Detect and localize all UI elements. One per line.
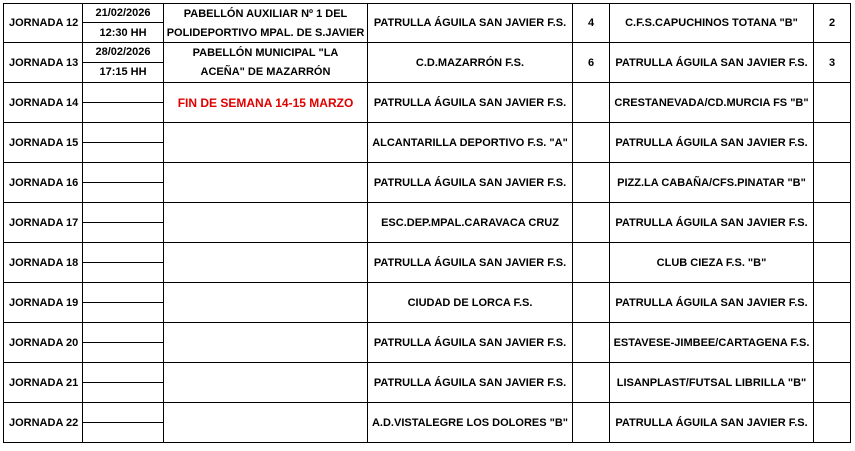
match-date [83,283,163,303]
home-team [368,323,573,363]
away-score [814,43,851,83]
home-team [368,243,573,283]
home-score [573,323,610,363]
match-time [83,143,163,162]
away-score [814,3,851,43]
away-score [814,83,851,123]
jornada-cell [3,203,83,243]
venue-line-1: PABELLÓN MUNICIPAL "LA [192,47,339,59]
table-row [3,323,851,363]
home-team [368,163,573,203]
venue-cell [164,83,368,123]
jornada-label: JORNADA 19 [9,296,79,309]
match-time [83,183,163,202]
table-row [3,123,851,163]
table-row [3,83,851,123]
away-team-label: ESTAVESE-JIMBEE/CARTAGENA F.S. [613,336,810,349]
table-row [3,163,851,203]
away-team-label: CRESTANEVADA/CD.MURCIA FS "B" [614,96,809,109]
jornada-label: JORNADA 16 [9,176,79,189]
away-score [814,203,851,243]
match-time [83,383,163,402]
date-time-cell [83,163,164,203]
jornada-cell [3,323,83,363]
match-time: 17:15 HH [99,66,147,79]
jornada-label: JORNADA 22 [9,416,79,429]
match-date [83,123,163,143]
away-team [610,3,814,43]
away-score [814,323,851,363]
date-time-cell [83,83,164,123]
home-team [368,83,573,123]
match-time: 12:30 HH [99,26,147,39]
home-team [368,3,573,43]
home-team-label: CIUDAD DE LORCA F.S. [407,296,533,309]
home-team-label: PATRULLA ÁGUILA SAN JAVIER F.S. [373,17,567,29]
venue-line-2: ACEÑA" DE MAZARRÓN [200,66,331,78]
home-team-label: PATRULLA ÁGUILA SAN JAVIER F.S. [373,336,567,349]
match-date [83,203,163,223]
venue-cell [164,163,368,203]
date-time-cell [83,363,164,403]
home-team [368,123,573,163]
home-team-label: ALCANTARILLA DEPORTIVO F.S. "A" [372,136,568,149]
date-time-cell [83,243,164,283]
date-time-cell [83,283,164,323]
away-score-value: 3 [828,56,836,69]
away-score [814,243,851,283]
home-score-value: 4 [587,17,595,29]
table-row [3,3,851,43]
schedule-note: FIN DE SEMANA 14-15 MARZO [177,95,354,110]
jornada-label: JORNADA 12 [9,17,79,29]
away-team-label: PATRULLA ÁGUILA SAN JAVIER F.S. [615,136,808,149]
home-team-label: ESC.DEP.MPAL.CARAVACA CRUZ [381,216,559,229]
away-score [814,283,851,323]
jornada-cell [3,163,83,203]
away-score [814,363,851,403]
venue-cell [164,363,368,403]
match-time [83,223,163,242]
jornada-label: JORNADA 17 [9,216,79,229]
away-team [610,43,814,83]
venue-cell [164,123,368,163]
home-team [368,403,573,443]
jornada-label: JORNADA 20 [9,336,79,349]
date-time-cell [83,123,164,163]
jornada-cell [3,403,83,443]
away-team-label: C.F.S.CAPUCHINOS TOTANA "B" [625,17,798,29]
away-team [610,203,814,243]
away-team [610,243,814,283]
match-date [83,243,163,263]
jornada-cell [3,283,83,323]
home-score [573,363,610,403]
table-row [3,283,851,323]
home-score [573,283,610,323]
jornada-label: JORNADA 18 [9,256,79,269]
home-team [368,203,573,243]
date-time-cell [83,403,164,443]
table-row [3,363,851,403]
away-score [814,123,851,163]
jornada-cell [3,43,83,83]
date-time-cell [83,3,164,43]
home-score [573,403,610,443]
table-row [3,403,851,443]
table-row [3,203,851,243]
match-date [83,163,163,183]
venue-line-1: PABELLÓN AUXILIAR Nº 1 DEL [183,7,348,20]
venue-cell [164,403,368,443]
home-team-label: A.D.VISTALEGRE LOS DOLORES "B" [371,416,569,429]
away-score [814,403,851,443]
home-team [368,363,573,403]
home-score [573,3,610,43]
home-score [573,243,610,283]
home-team [368,43,573,83]
jornada-cell [3,363,83,403]
home-score [573,43,610,83]
home-team-label: C.D.MAZARRÓN F.S. [415,56,525,69]
date-time-cell [83,43,164,83]
match-date [83,403,163,423]
match-time [83,263,163,282]
away-score-value: 2 [828,17,836,29]
venue-line-2: POLIDEPORTIVO MPAL. DE S.JAVIER [166,26,365,39]
match-time [83,343,163,362]
jornada-cell [3,83,83,123]
date-time-cell [83,203,164,243]
away-team-label: CLUB CIEZA F.S. "B" [656,256,767,269]
away-team [610,163,814,203]
table-row [3,43,851,83]
home-score [573,163,610,203]
away-score [814,163,851,203]
jornada-label: JORNADA 15 [9,136,79,149]
match-date: 28/02/2026 [83,43,163,63]
fixtures-table [3,3,851,443]
table-row [3,243,851,283]
home-team-label: PATRULLA ÁGUILA SAN JAVIER F.S. [373,96,567,109]
away-team [610,123,814,163]
away-team [610,323,814,363]
away-team [610,283,814,323]
home-score [573,83,610,123]
home-score [573,123,610,163]
home-score [573,203,610,243]
match-date [83,83,163,103]
jornada-label: JORNADA 21 [9,376,79,389]
home-team-label: PATRULLA ÁGUILA SAN JAVIER F.S. [373,176,567,189]
match-time [83,103,163,122]
match-date [83,363,163,383]
jornada-cell [3,123,83,163]
venue-cell [164,243,368,283]
jornada-label: JORNADA 14 [9,96,79,109]
home-team [368,283,573,323]
away-team-label: PATRULLA ÁGUILA SAN JAVIER F.S. [615,416,808,429]
home-score-value: 6 [587,56,595,69]
jornada-label: JORNADA 13 [9,56,79,69]
home-team-label: PATRULLA ÁGUILA SAN JAVIER F.S. [373,256,567,269]
venue-cell [164,283,368,323]
away-team-label: PATRULLA ÁGUILA SAN JAVIER F.S. [615,216,808,229]
away-team [610,363,814,403]
date-time-cell [83,323,164,363]
away-team [610,403,814,443]
venue-cell [164,203,368,243]
jornada-cell [3,3,83,43]
venue-cell [164,43,368,83]
jornada-cell [3,243,83,283]
match-date: 21/02/2026 [83,4,163,23]
away-team-label: PIZZ.LA CABAÑA/CFS.PINATAR "B" [617,176,806,189]
match-time [83,303,163,322]
away-team-label: LISANPLAST/FUTSAL LIBRILLA "B" [616,376,807,389]
away-team-label: PATRULLA ÁGUILA SAN JAVIER F.S. [615,56,808,69]
venue-cell [164,3,368,43]
away-team [610,83,814,123]
match-date [83,323,163,343]
home-team-label: PATRULLA ÁGUILA SAN JAVIER F.S. [373,376,567,389]
match-time [83,423,163,442]
venue-cell [164,323,368,363]
away-team-label: PATRULLA ÁGUILA SAN JAVIER F.S. [615,296,808,309]
